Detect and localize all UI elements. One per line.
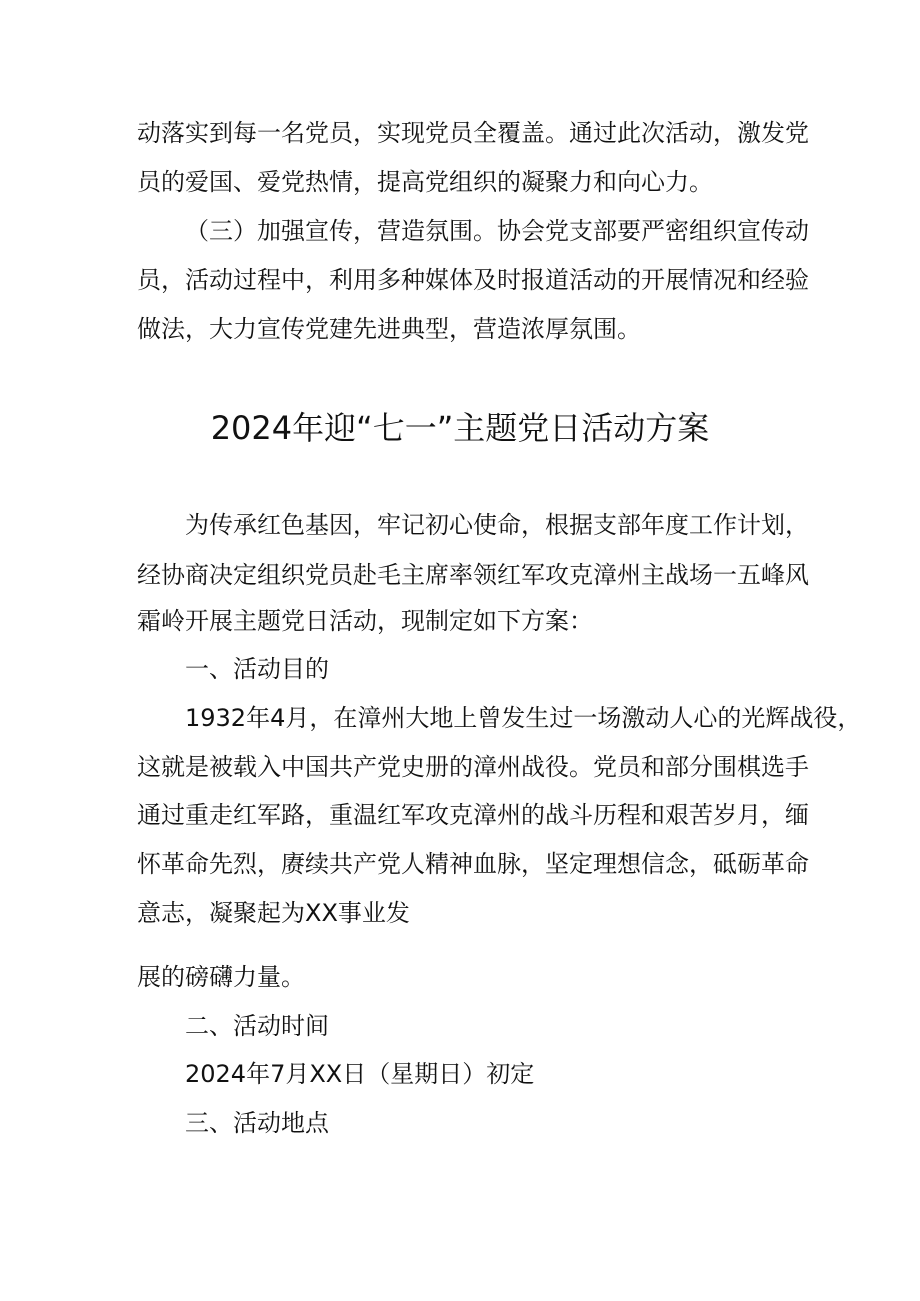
paragraph-line: 为传承红色基因，牢记初心使命，根据支部年度工作计划， xyxy=(185,511,809,539)
paragraph-line: 这就是被载入中国共产党史册的漳州战役。党员和部分围棋选手 xyxy=(137,753,809,781)
paragraph-line: 霜岭开展主题党日活动，现制定如下方案： xyxy=(137,607,593,635)
document-title: 2024年迎“七一”主题党日活动方案 xyxy=(210,409,710,447)
paragraph-line: 通过重走红军路，重温红军攻克漳州的战斗历程和艰苦岁月，缅 xyxy=(137,801,809,829)
section-heading: 二、活动时间 xyxy=(185,1012,329,1040)
paragraph-line: （三）加强宣传，营造氛围。协会党支部要严密组织宣传动 xyxy=(185,217,809,245)
paragraph-line: 做法，大力宣传党建先进典型，营造浓厚氛围。 xyxy=(137,315,641,343)
paragraph-line: 员的爱国、爱党热情，提高党组织的凝聚力和向心力。 xyxy=(137,168,713,196)
paragraph-line: 动落实到每一名党员，实现党员全覆盖。通过此次活动，激发党 xyxy=(137,119,809,147)
paragraph-line: 展的磅礴力量。 xyxy=(137,963,305,991)
paragraph-line: 怀革命先烈，赓续共产党人精神血脉，坚定理想信念，砥砺革命 xyxy=(137,850,809,878)
paragraph-line: 意志，凝聚起为XX事业发 xyxy=(137,899,410,927)
paragraph-line: 经协商决定组织党员赴毛主席率领红军攻克漳州主战场一五峰风 xyxy=(137,561,809,589)
paragraph-line: 1932年4月，在漳州大地上曾发生过一场激动人心的光辉战役， xyxy=(185,704,862,732)
section-heading: 三、活动地点 xyxy=(185,1109,329,1137)
paragraph-line: 2024年7月XX日（星期日）初定 xyxy=(185,1060,535,1088)
section-heading: 一、活动目的 xyxy=(185,655,329,683)
paragraph-line: 员，活动过程中，利用多种媒体及时报道活动的开展情况和经验 xyxy=(137,266,809,294)
